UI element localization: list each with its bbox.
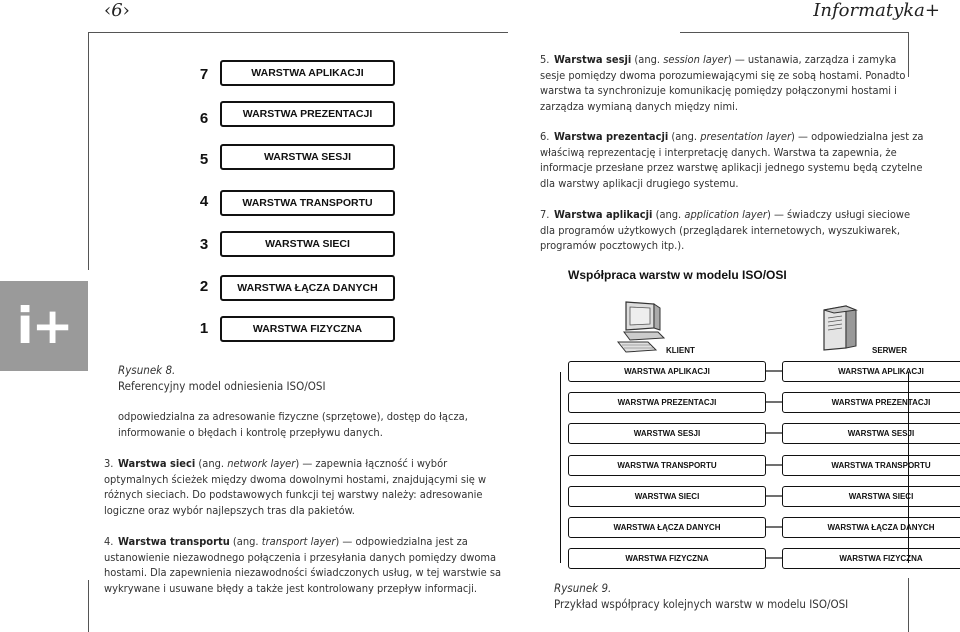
computer-icon xyxy=(608,298,672,354)
layer-number: 4 xyxy=(199,193,209,210)
frame-line-top xyxy=(88,32,508,33)
layer-box-physical: WARSTWA FIZYCZNA xyxy=(220,316,395,342)
item-number: 7. xyxy=(540,208,550,221)
layer-box-session: WARSTWA SESJI xyxy=(220,144,395,170)
item-session-layer xyxy=(540,52,924,114)
figure-9-title: Współpraca warstw w modelu ISO/OSI xyxy=(568,268,787,282)
item-ang-term: network layer xyxy=(227,457,296,470)
item-ang-prefix: (ang. xyxy=(655,208,682,221)
client-stack-line-left xyxy=(560,372,561,563)
frame-line-left-top xyxy=(88,32,89,270)
item-text: — świadczy usługi sieciowe dla programów użytkowych (przeglądarek internetowych, wyszukiwarek, programów pocztowych itp.). xyxy=(540,208,911,252)
item-ang-term: transport layer xyxy=(261,535,336,548)
caption-text: Przykład współpracy kolejnych warstw w modelu ISO/OSI xyxy=(554,597,849,611)
item-ang-term: session layer xyxy=(663,53,728,66)
caption-label: Rysunek 8. xyxy=(118,363,176,377)
iplus-logo xyxy=(0,281,88,371)
caption-text: Referencyjny model odniesienia ISO/OSI xyxy=(118,379,326,393)
client-layer-application: WARSTWA APLIKACJI xyxy=(568,361,766,382)
page-number-value: 6 xyxy=(111,0,123,21)
server-layer-presentation: WARSTWA PREZENTACJI xyxy=(782,392,960,413)
item-presentation-layer xyxy=(540,129,924,191)
item-ang-term: application layer xyxy=(684,208,767,221)
item-text: — zapewnia łączność i wybór optymalnych ścieżek między dwoma dowolnymi hostami, znajdującymi się w różnych sieciach. Do podstawowych funkcji tej warstwy należy: adresowanie logiczne oraz wybór najlepszych tras dla pakietów. xyxy=(104,457,487,517)
item-text: — ustanawia, zarządza i zamyka sesje pomiędzy dwoma porozumiewającymi się ze sobą hostami. Ponadto warstwa ta synchronizuje komunikację pomiędzy połączonymi hostami i zarządza wymianą danych między nimi. xyxy=(540,53,906,113)
frame-line-left-bottom xyxy=(88,580,89,632)
item-name: Warstwa aplikacji xyxy=(554,208,653,221)
client-layer-network: WARSTWA SIECI xyxy=(568,486,766,507)
item-name: Warstwa sesji xyxy=(554,53,632,66)
frame-line-top-right xyxy=(680,32,908,33)
item-application-layer xyxy=(540,207,924,254)
item-name: Warstwa transportu xyxy=(118,535,230,548)
logo-text: i+ xyxy=(16,297,72,355)
item-ang-suffix: ) xyxy=(791,130,795,143)
figure-9-caption xyxy=(554,580,848,612)
server-layer-physical: WARSTWA FIZYCZNA xyxy=(782,548,960,569)
layer-box-network: WARSTWA SIECI xyxy=(220,231,395,257)
server-layer-session: WARSTWA SESJI xyxy=(782,423,960,444)
item-number: 3. xyxy=(104,457,114,470)
item-number: 5. xyxy=(540,53,550,66)
item-number: 4. xyxy=(104,535,114,548)
layer-number: 6 xyxy=(199,110,209,127)
layer-number: 2 xyxy=(199,278,209,295)
server-layer-transport: WARSTWA TRANSPORTU xyxy=(782,455,960,476)
layer-number: 5 xyxy=(199,151,209,168)
layer-box-datalink: WARSTWA ŁĄCZA DANYCH xyxy=(220,275,395,301)
client-layer-physical: WARSTWA FIZYCZNA xyxy=(568,548,766,569)
layer-box-application: WARSTWA APLIKACJI xyxy=(220,60,395,86)
client-layer-transport: WARSTWA TRANSPORTU xyxy=(568,455,766,476)
item-ang-prefix: (ang. xyxy=(198,457,225,470)
header-title: Informatyka+ xyxy=(813,0,940,21)
item-name: Warstwa prezentacji xyxy=(554,130,669,143)
layer-number: 3 xyxy=(199,236,209,253)
client-layer-session: WARSTWA SESJI xyxy=(568,423,766,444)
item-number: 6. xyxy=(540,130,550,143)
page-number: ‹6› xyxy=(104,0,130,21)
client-layer-presentation: WARSTWA PREZENTACJI xyxy=(568,392,766,413)
layer-number: 1 xyxy=(199,320,209,337)
frame-line-right-bottom xyxy=(908,578,909,632)
item-ang-suffix: ) xyxy=(335,535,340,548)
item-ang-term: presentation layer xyxy=(700,130,792,143)
item-ang-suffix: ) xyxy=(766,208,771,221)
client-label: KLIENT xyxy=(666,346,695,355)
item-ang-prefix: (ang. xyxy=(232,535,259,548)
layer-box-transport: WARSTWA TRANSPORTU xyxy=(220,190,395,216)
item-transport-layer xyxy=(104,534,508,596)
layer-box-presentation: WARSTWA PREZENTACJI xyxy=(220,101,395,127)
intro-paragraph: odpowiedzialna za adresowanie fizyczne (sprzętowe), dostęp do łącza, informowanie o błędach i kontrolę przepływu danych. xyxy=(118,410,468,439)
figure-8-caption xyxy=(118,362,326,394)
item-ang-prefix: (ang. xyxy=(671,130,698,143)
server-layer-network: WARSTWA SIECI xyxy=(782,486,960,507)
client-layer-datalink: WARSTWA ŁĄCZA DANYCH xyxy=(568,517,766,538)
server-layer-application: WARSTWA APLIKACJI xyxy=(782,361,960,382)
server-layer-datalink: WARSTWA ŁĄCZA DANYCH xyxy=(782,517,960,538)
item-ang-suffix: ) xyxy=(295,457,300,470)
server-label: SERWER xyxy=(872,346,907,355)
server-icon xyxy=(818,302,862,352)
caption-label: Rysunek 9. xyxy=(554,581,612,595)
item-ang-suffix: ) xyxy=(727,53,732,66)
layer-number: 7 xyxy=(199,66,209,83)
item-ang-prefix: (ang. xyxy=(634,53,661,66)
item-text: — odpowiedzialna jest za właściwą reprezentację i interpretację danych. Warstwa ta zapewnia, że informacje przesłane przez warstwę aplikacji jednego systemu będą czytelne dla warstwy aplikacji drugiego systemu. xyxy=(540,130,924,190)
item-name: Warstwa sieci xyxy=(118,457,196,470)
peer-arrows xyxy=(766,360,782,570)
item-text: — odpowiedzialna jest za ustanowienie niezawodnego połączenia i przesyłania danych pomiędzy dwoma hostami. Dla zapewnienia niezawodności świadczonych usług, w tej warstwie sa wykrywane i usuwane błędy a także jest kontrolowany przepływ informacji. xyxy=(104,535,502,595)
item-network-layer xyxy=(104,456,508,518)
